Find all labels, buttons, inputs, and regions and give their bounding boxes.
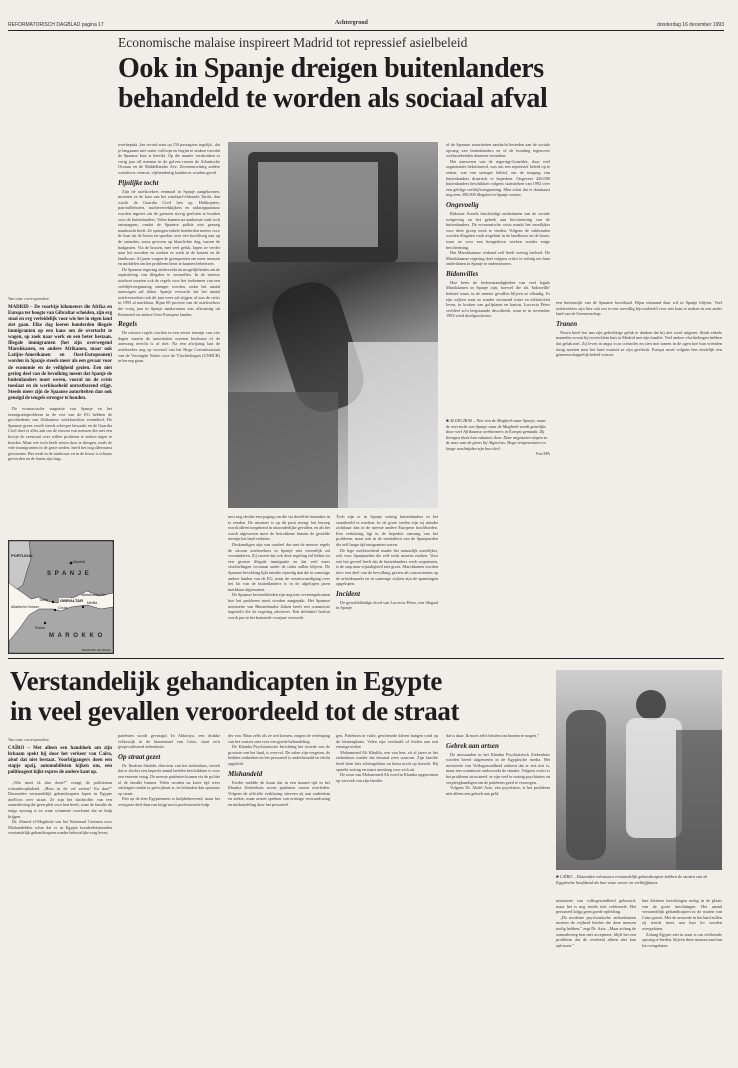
date-label: donderdag 16 december 1993 — [657, 22, 724, 28]
article2-byline: Van onze correspondent — [8, 737, 49, 742]
article1-col2-body: overbepakt –het record staat op 150 passagiers tegelijk– dat je langzaam met water volloopt en begint te zinken voordat de Spaanse kust is bereikt. Op die manier verdronken er vorig jaar elf mensen in de golven tussen de Atlantische Oceaan en de Middellandse Zee. Zevenentwintig andere wonden er vermist, vijftiendertig konden er worden gered. — [118, 142, 220, 175]
article2-col1-body: „Wat moet ik dan doen?” vraagt de politieman schouderophalend. „Hem in de cel zetten? En dan?” Duizenden verstandelijk gehandicapten lopen in Egypte doelloos over straat. Ze zijn het slachtoffer van een samenleving die geen plek voor hen heeft, waar de familie de enige opvang is en waar schaamte voorkomt dat ze hulp krijgen. — [8, 780, 112, 819]
photo1-caption-box: ■ ALGECIRAS – Niet van de Maghreb naar Spanje, maar de overtocht van Spanje naar de Maghreb wordt gaarlijks door veel Afrikaanse werknemers in Europa gemaakt. Zij brengen thuis hun vakantie door. Deze migranten slapen in de auto aan de grens bij Algeciras. Hoge temperaturen en lange wachttijden zijn hun deel. Foto EPA — [446, 418, 550, 456]
map-label-morocco: M A R O K K O — [49, 633, 104, 639]
article1-lead: MADRID – De voorbije kilometers die Afrika en Europa ter hoogte van Gibraltar scheiden, zijn erg smal en erg verleidelijk voor wie het in eigen land ziet gaan. Elke dag loeren honderden illegale immigranten op een kans om de overtocht te wagen, op zoek naar werk en een beter bestaan. Illegale immigranten (het zijn overwegend Marokkanen, en andere Afrikanen, maar ook Latijns-Amerikanen en Oost-Europeanen) worden in Spanje steeds meer als een gevaar voor de economie en de veiligheid gezien. Een niet gering deel van de bevolking meent dat Spanje de buitenlanders moet weren, vooral nu de crisis toeslaat en de werkloosheid onrustbarend stijgt. Steeds meer zijn de Spaanse autoriteiten dan ook geneigd de teugels strenger te houden. — [8, 304, 112, 401]
map-label-sea: Middellandse Zee — [81, 593, 107, 597]
article1-headline-1: Ook in Spanje dreigen buitenlanders — [118, 53, 544, 84]
article1-column-1 — [8, 292, 112, 532]
article1-col4-body3: De geweldddadige dood van Lucrecia Pérez, een illegaal in Spanje — [336, 599, 438, 611]
subhead-regels: Regels — [118, 320, 138, 329]
article1-col2-body2: Zijn de asielzoekers eenmaal in Spanje aangekomen, moesten ze de kust van het windsurf-eldorado Tarifa, dan wacht de Guardia Civil hen op. Helikopters, patrouilleboten, nachtvertrekkijkers en radarapparatuur worden ingezet om de grenzen stevig gesloten te houden voor de buitenlanders. Velen kunnen na aankomst vaak toch ontsnappen, omdat de Spaanse politie niet genoeg mankracht heeft. Ze springen enkele honderden meters voor de kust uit de boten en spoelen over een hoofdweg aan op de stranden, soms gewoon op klaarlichte dag, tussen de badgasten. Via de bossen, met veel geluk, lopen ze verder naar het noorden en zoeken ze werk in de kassen en de landbouw. Al jaren vragen de grensposten om meer mensen en middelen om het probleem beter te kunnen beheersen. — [118, 188, 220, 267]
subhead-ongevoelig: Ongevoelig — [446, 200, 479, 209]
subhead-op-straat-gezet: Op straat gezet — [118, 752, 161, 761]
subhead-incident: Incident — [336, 589, 361, 598]
article2-col7-body: hun kleinere inrichtingen nodig in de plaats van de grote inrichtingen. Het aantal verstandelijk gehandicapten in de straten van Caïro groeit. Met de armoede in het land zullen zij steeds meer aan hun lot worden overgelaten. — [642, 898, 722, 931]
map-label-spain: S P A N J E — [47, 571, 90, 577]
article1-col6-body2: Noora heeft het aan zijn gebrekkige geluk te danken dat hij niet werd uitgezet. Sinds enkele maanden woont hij in een klein huis in Madrid met zijn familie. Veel andere vluchtelingen hebben dat geluk niet. Zij leven in angst voor controles en zien met tranen in de ogen hoe hun vrienden terug moeten naar het land waaruit ze zijn gevlucht. Europa moet volgens hen eindelijk een gemeenschappelijk beleid voeren. — [556, 329, 722, 358]
article1-col5-body3: Ridoune Asouik beschuldigt onderdanen van de sociale wetgeving en het gebrek aan bescherming van de buitenlanders. De economische crisis maakt het moeilijker voor deze groep werk te vinden. Volgens de vakbonden worden illegalen vaak uitgebuit in de landbouw en de bouw, waar ze voor een hongerloon werken zonder enige bescherming. — [446, 210, 550, 250]
article1-column-3 — [228, 514, 330, 652]
article2-col4-body3: De zoon van Mohammed Ali werd in Khanka opgenomen op verzoek van zijn familie. — [336, 772, 438, 783]
section-label: Achtergrond — [335, 20, 368, 26]
photo2-caption-box: ■ CAÏRO – Duizenden volwassen verstandelijk gehandicapten hebben de straten van de Egyptische hoofdstad als hun vaste woon- en verblijfplaats. — [556, 874, 708, 885]
map-label-gibraltar: GIBRALTAR — [60, 598, 83, 603]
article-divider — [8, 658, 724, 659]
photo-cairo-street — [556, 670, 722, 870]
article1-col6-body: een buitenwijk van de Spaanse hoofdstad. Bijna niemand daar wil in Spanje blijven. Veel asielzoekers zijn hier ook om er een toevallig bijvoorbeeld voor een kans te maken in een ander land van de Gemeenschap. — [556, 300, 722, 317]
article2-col4-body2: Mohammed Ali Khalifa, een van hen, zit al jaren in het ziekenhuis zonder dat iemand weet waarom. Zijn familie heeft hem hier achtergelaten en komt nooit op bezoek. Hij spreekt weinig en staart urenlang voor zich uit. — [336, 749, 438, 772]
map-label-portugal: PORTUGAL — [11, 553, 34, 558]
article1-col2-body3: De Spaanse regering onderzoekt nu mogelijkheden om de repatriëring van illegalen te versnellen. In de nieuwe asielwet moeten ook de regels voor het toekennen van een verblijfsvergunning strenger worden, zodat het aantal aanvragen zal dalen. Spanje verwacht dat het aantal asielverzoeken ook dit jaar weer zal stijgen, al was de crisis in 1993 al merkbaar. Bijna 60 procent van de asielzoekers die vorig jaar in Spanje aankwamen was afkomstig uit Roemenië en andere Oost-Europese landen. — [118, 266, 220, 317]
article1-kicker: Economische malaise inspireert Madrid tot repressief asielbeleid — [118, 35, 468, 50]
article2-column-5 — [446, 733, 550, 1063]
article2-col2-body2: Dr. Ibrahim Shalabi, directeur van het ziekenhuis, vertelt dat er slechts een beperkt aantal bedden beschikbaar is voor een enorme vraag. De meeste patiënten komen via de politie of de familie binnen. Velen worden na korte tijd weer ontslagen omdat er geen plaats is, en belanden dan opnieuw op straat. — [118, 762, 220, 796]
article1-col2-body4: De nieuwe regels worden in een eerste termijn van vier dagen waarin de autoriteiten moeten beslissen of de aanvraag terecht is of niet. Na een afwijzing kan de asielzoeker nog op voorstel van het Hoge Commissariaat van de Verenigde Naties voor de Vluchtelingen (UNHCR) in beroep gaan. — [118, 330, 220, 364]
map-label-madrid: Madrid — [73, 559, 86, 564]
article1-col3-body2: Deskundigen zijn van oordeel dat met de nieuwe regels de stroom asielzoekers in Spanje niet wezenlijk zal verminderen. Zij vrezen dat ook deze regeling zal leiden tot een grotere illegale immigratie en dat veel meer vluchtelingen voortaan onder de radar zullen blijven. De Spaanse bevolking lijkt minder vijandig dan die in sommige andere landen van de EG, maar de verontwaardiging over het lot van de buitenlanders is in de afgelopen jaren merkbaar afgenomen. — [228, 541, 330, 592]
map-label-rabat: Rabat — [35, 626, 45, 630]
article2-col3-body2: De Khanka Psychiatrische Inrichting het tweede van de grootste van het land, is overvol. De zalen zijn vergeten, de bedden ontbreken en het personeel is onderbetaald en slecht opgeleid. — [228, 744, 330, 766]
article2-col3-body: der van. Maar zelfs als ze wel komen, zorgen de verlenging van het contact niet voor een goede behandeling. — [228, 733, 330, 744]
article2-headline-1: Verstandelijk gehandicapten in Egypte — [10, 666, 443, 696]
article2-col3-body3: Eerder meldde de krant dat in een maand tijd in het Khanka Ziekenhuis zeven patiënten waren overleden. Volgens de officiële verklaring stierven zij aan ouderdom en ziekte, maar artsen spreken van ernstige verwaarlozing en mishandeling door het personeel. — [228, 779, 330, 807]
photo-algeciras-car — [228, 142, 438, 508]
article1-col3-body: nest nog slechts een poging om die via dezelfde instanties in te zenden. De minister is op dit punt streng: het beroep wordt alleen toegekend in uitzonderlijke gevallen, en als het wordt afgewezen moet de betrokkene binnen de gestelde termijn het land verlaten. — [228, 514, 330, 542]
article1-byline: Van onze correspondent — [8, 296, 49, 301]
map-label-melilla: Melilla — [87, 601, 98, 605]
subhead-mishandeld: Mishandeld — [228, 769, 263, 778]
article2-column-3 — [228, 733, 330, 1063]
header-rule — [8, 30, 724, 31]
article2-column-4 — [336, 733, 438, 1063]
article1-col5-body5: Hoe beter de leefomstandigheden van veel legale Marokkanen in Spanje zijn, hoewel die als 'bidonville' bekend staan, in de meeste gevallen blijven ze ellendig. Er zijn wijken waar ze zonder stromend water en elektriciteit leven, in krotten van golfplaten en karton. Lucrecia Pérez verbleef zo'n leegstaande discotheek, waar ze in november 1992 werd doodgeschoten. — [446, 279, 550, 319]
article2-headline-2: in veel gevallen veroordeeld tot de straat — [10, 696, 460, 726]
article2-column-2 — [118, 733, 220, 1063]
article1-column-4 — [336, 514, 438, 652]
article2-col4-body: gen. Patiënten in vuile, gescheurde kleren hangen rond op de binnenplaats. Velen zijn verslaafd of leiden aan een ernstige ziekte. — [336, 733, 438, 750]
photo1-credit: Foto EPA — [536, 451, 550, 456]
article1-column-2 — [118, 142, 220, 652]
article1-col5-body4: Het Marokkaanse verband zelf heeft weinig invloed. De Marokkaanse regering doet volgens critici te weinig om haar onderdanen in Spanje te ondersteunen. — [446, 250, 550, 267]
subhead-gebrek-aan-artsen: Gebrek aan artsen — [446, 741, 499, 750]
map-spain-morocco — [8, 540, 114, 654]
article2-column-1 — [8, 733, 112, 1063]
article1-column-6 — [556, 300, 722, 652]
article1-col1-body: De economische stagnatie van Spanje en het immigratieprobleem in de rest van de EG hebben de geschiedenis van Afrikaanse werkkrachten veranderd. De Spaanse grens wordt steeds scherper bewaakt en de Guardia Civil doet er alles aan om de stroom van mensen die met een bootje de zeestraat over willen proberen te steken tegen te houden. Maar wie toch heeft weten door te dringen, zoals de vele immigranten in de grote steden, heeft het nog allerminst gewonnen. Het werk in de tuinbouw en in de bouw is schaars geworden en de lonen zijn laag. — [8, 406, 112, 462]
article2-col2-body3: Eén op de tien Egyptenaren is hulpbehoevend, maar het overgrote deel daarvan krijgt nooit professionele hulp. — [118, 796, 220, 807]
map-credit: RD/PETER DE GRAAF — [81, 648, 111, 652]
article2-col5-body3: Volgens Dr. Abdel Aziz, een psychiater, is het probleem niet alleen een gebrek aan geld. — [446, 785, 550, 796]
article1-col3-body3: De Spaanse bewindslieden zijn nog niet overeengekomen hoe het probleem moet worden aangepakt. Het Spaanse ministerie van Binnenlandse Zaken heeft een commissie ingesteld die de regering adviseert. Een definitief besluit wordt pas in het komende voorjaar verwacht. — [228, 592, 330, 620]
subhead-bidonvilles: Bidonvilles — [446, 269, 479, 278]
paper-name: REFORMATORISCH DAGBLAD pagina 17 — [8, 22, 104, 28]
article2-col2-body: patiënten wordt gevraagd. In Abbasiya, een drukke volkswijk in de binnenstad van Caïro, staat zo'n gespecialiseerd ziekenhuis. — [118, 733, 220, 750]
article1-col5-body: of de Spaanse autoriteiten aandacht besteden aan de sociale opvang van buitenlanders en of de houding tegenover werkzoekenden daarmee verandert. — [446, 142, 550, 159]
subhead-pijnlijke-tocht: Pijnlijke tocht — [118, 178, 159, 187]
article1-headline-2: behandeld te worden als sociaal afval — [118, 83, 548, 114]
map-label-ocean: Atlantische Oceaan — [11, 605, 39, 609]
photo1-caption: ALGECIRAS – Niet van de Maghreb naar Spanje, maar de overtocht van Spanje naar de Maghreb wordt gaarlijks door veel Afrikaanse werknemers in Europa gemaakt. Zij brengen thuis hun vakantie door. Deze migranten slapen in de auto aan de grens bij Algeciras. Hoge temperaturen en lange wachttijden zijn hun deel. — [446, 418, 548, 451]
article2-col7-body2: Zolang Egypte niet in staat is om voldoende opvang te bieden, blijven deze mensen aan hun lot overgelaten. — [642, 931, 722, 948]
article2-col5-body2: De misstanden in het Khanka Psychiatrisch Ziekenhuis worden breed uitgemeten in de Egyptische media. Het ministerie van Volksgezondheid ontkent dat er iets mis is, maar een commissie onderzoekt de situatie. Volgens critici is het probleem structureel: er zijn veel te weinig psychiaters en verpleegkundigen om de patiënten goed te verzorgen. — [446, 751, 550, 785]
article2-column-6 — [556, 898, 636, 1063]
map-label-ceuta: Ceuta — [58, 606, 68, 610]
article2-col6-body2: „De moderne psychiatrische ziekenhuizen moeten de vrijheid bieden die deze mensen nodig hebben,” zegt Dr. Aziz. „Maar zolang de samenleving hen niet accepteert, blijft het een probleem dat de overheid alleen niet kan oplossen.” — [556, 914, 636, 948]
article1-column-5 — [446, 142, 550, 652]
article2-lead: CAÏRO – Met alleen een handdoek om zijn lichaam spekt hij door het verkeer van Caïro, alsof dat niet bestaat. Voorbijgangers doen een stapje opzij, automobilisten kijken om, een politieagent kijkt expres de andere kant op. — [8, 745, 112, 775]
article1-col4-body: Toch zijn er in Spanje weinig buitenlanders in het straatbeeld te merken. In de grote steden zijn zij minder zichtbaar dan in de meeste andere Europese hoofdsteden. Een verklaring ligt in de beperkte omvang van het probleem, maar ook in de mentaliteit van de Spanjaarden die zelf lange tijd emigranten waren. — [336, 514, 438, 547]
article2-col6-body: ministerie van volksgezondheid gebouwd, maar het is nog steeds niet voldoende. Het personeel krijgt geen goede opleiding. — [556, 898, 636, 915]
article1-col5-body2: Het aanwezen van de regering-González, door veel organisaties bekritiseerd, was om een repressief beleid op te zetten, wat een strenger beleid, om de toegang van buitenlanders drastisch te beperken. Ongeveer 420.000 buitenlanders beschikken volgens statistieken van 1992 over een geldige verblijfsvergunning. Men schat dat er daarnaast nog eens 300.000 illegalen in Spanje wonen. — [446, 158, 550, 198]
subhead-tranen: Tranen — [556, 319, 578, 328]
article1-col4-body2: De lege werkloosheid maakt het natuurlijk moeilijker, ook voor Spanjaarden die zelf werk moeten zoeken. Voor wie het gevoel heeft dat de buitenlanders werk wegnemen, is de stap naar vijandigheid niet groot. Marokkanen worden door een deel van de bevolking gezien als concurrenten op de arbeidsmarkt en in sommige wijken zijn de spanningen opgelopen. — [336, 547, 438, 587]
article2-col1-body2: Dr. Ahmed el-Magdoub van het Nationaal Centrum voor Mishandelden schat dat er in Egypte honderdduizenden verstandelijk gehandicapten zonder behoorlijke zorg leven. — [8, 819, 112, 836]
article2-column-7 — [642, 898, 722, 1063]
map-label-tarifa: Tarifa — [39, 598, 48, 602]
article2-col5-body: dat is duur. Ik moet zelfs betalen om binnen te mogen.” — [446, 733, 540, 738]
photo2-caption: CAÏRO – Duizenden volwassen verstandelijk gehandicapten hebben de straten van de Egyptische hoofdstad als hun vaste woon- en verblijfplaats. — [556, 874, 708, 885]
